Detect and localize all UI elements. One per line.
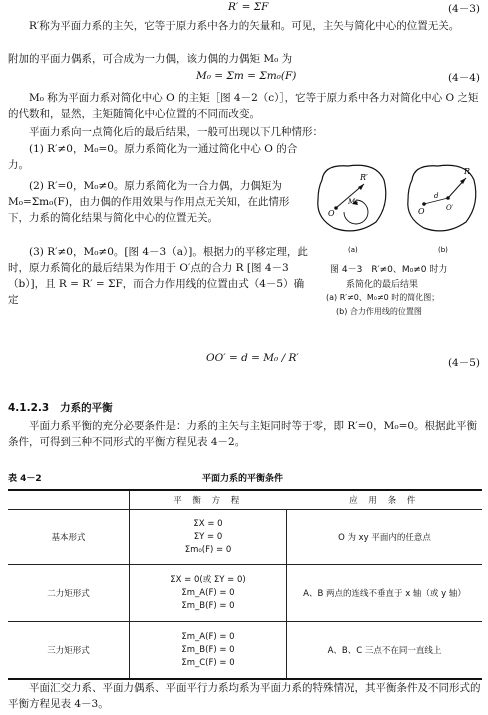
paragraph-main-vector: R′称为平面力系的主矢，它等于原力系中各力的矢量和。可见，主矢与简化中心的位置无关。 [29,20,460,32]
equation-number: (4－5) [447,357,480,369]
figure-label-a: (a) [348,246,358,254]
symbol-o: O [418,207,425,216]
paragraph-equilibrium: 平面力系平衡的充分必要条件是：力系的主矢与主矩同时等于零，即 R′=0，M₀=0。根据此平衡条件，可得到三种不同形式的平衡方程见表 4－2。 [8,420,478,448]
row-form: 基本形式 [8,510,130,565]
table-header-equations: 平 衡 方 程 [130,490,287,510]
symbol-o: O [328,209,335,218]
figure-caption-b: (b) 合力作用线的位置图 [336,307,422,316]
table-title: 平面力系的平衡条件 [202,474,284,484]
row-equations [130,622,287,680]
figure-caption-title: 图 4－3 R′≠0、M₀≠0 时力 [330,265,448,275]
figure-4-3 [314,160,484,256]
table-row [8,565,482,622]
equation-line: Σm_B(F) = 0 [181,644,235,655]
row-form: 二力矩形式 [8,565,130,622]
paragraph-special-cases: 平面汇交力系、平面力偶系、平面平行力系均系为平面力系的特殊情况，其平衡条件及不同形式的平衡方程见表 4－3。 [8,682,481,710]
row-form: 三力矩形式 [8,622,130,680]
figure-caption-title-2: 系简化的最后结果 [346,280,419,290]
equation-number: (4－3) [447,3,480,15]
equation-line: Σm_A(F) = 0 [181,587,235,598]
equilibrium-table [8,489,482,680]
figure-label-b: (b) [438,246,448,254]
equation-line: ΣX = 0 [193,518,223,529]
symbol-m0: M₀ [348,198,358,206]
equation-number: (4－4) [447,72,480,84]
paragraph-couple: 附加的平面力偶系，可合成为一力偶，该力偶的力偶矩 M₀ 为 [8,53,293,65]
symbol-r-prime: R′ [360,173,368,182]
table-row [8,622,482,680]
row-equations [130,510,287,565]
equation-line: ΣX = 0(或 ΣY = 0) [170,574,246,585]
equation-4-4: M₀ = Σm = Σm₀(F) [196,70,297,82]
equation-line: Σm_A(F) = 0 [181,631,235,642]
case-3: (3) R′≠0，M₀≠0。[图 4－3（a）]。根据力的平移定理，此时，原力系简化的最后结果为作用于 O′点的合力 R [图 4－3（b）]，且 R = R′ = ΣF，而合力作用线的位置由式（4－5）确定 [8,246,308,306]
paragraph-main-moment: M₀ 称为平面力系对简化中心 O 的主矩［图 4－2（c）］，它等于原力系中各力对简化中心 O 之矩的代数和，显然，主矩随简化中心位置的不同而改变。 [8,92,479,120]
table-header-blank [8,490,130,510]
table-label: 表 4－2 [8,474,42,484]
table-header-row [8,490,482,510]
case-2: (2) R′=0，M₀≠0。原力系简化为一合力偶，力偶矩为 M₀=Σm₀(F)，由力偶的作用效果与作用点无关知，在此情形下，力系的简化结果与简化中心的位置无关。 [8,180,290,224]
table-row [8,510,482,565]
equation-4-5: OO′ = d = M₀ / R′ [206,352,299,364]
section-number: 4.1.2.3 [8,402,50,414]
equation-line: Σm₀(F) = 0 [184,544,232,555]
equation-line: Σm_C(F) = 0 [181,657,235,668]
section-title: 力系的平衡 [60,402,113,414]
paragraph-cases-intro: 平面力系向一点简化后的最后结果，一般可出现以下几种情形： [29,126,323,138]
row-condition: A、B、C 三点不在同一直线上 [287,622,483,680]
row-condition: O 为 xy 平面内的任意点 [287,510,483,565]
equation-line: ΣY = 0 [193,531,223,542]
case-1: (1) R′≠0，M₀=0。原力系简化为一通过简化中心 O 的合力。 [8,143,298,171]
row-condition: A、B 两点的连线不垂直于 x 轴（或 y 轴） [287,565,483,622]
arrow-icon [358,184,364,190]
symbol-d: d [434,192,439,200]
equation-line: Σm_B(F) = 0 [181,600,235,611]
equation-4-3: R′ = ΣF [228,1,269,13]
symbol-r: R [464,167,471,176]
section-heading [8,400,113,415]
row-equations [130,565,287,622]
table-header-conditions: 应 用 条 件 [287,490,483,510]
figure-caption-a: (a) R′≠0、M₀≠0 时的简化图； [326,293,440,302]
symbol-o-prime: O′ [446,204,454,212]
